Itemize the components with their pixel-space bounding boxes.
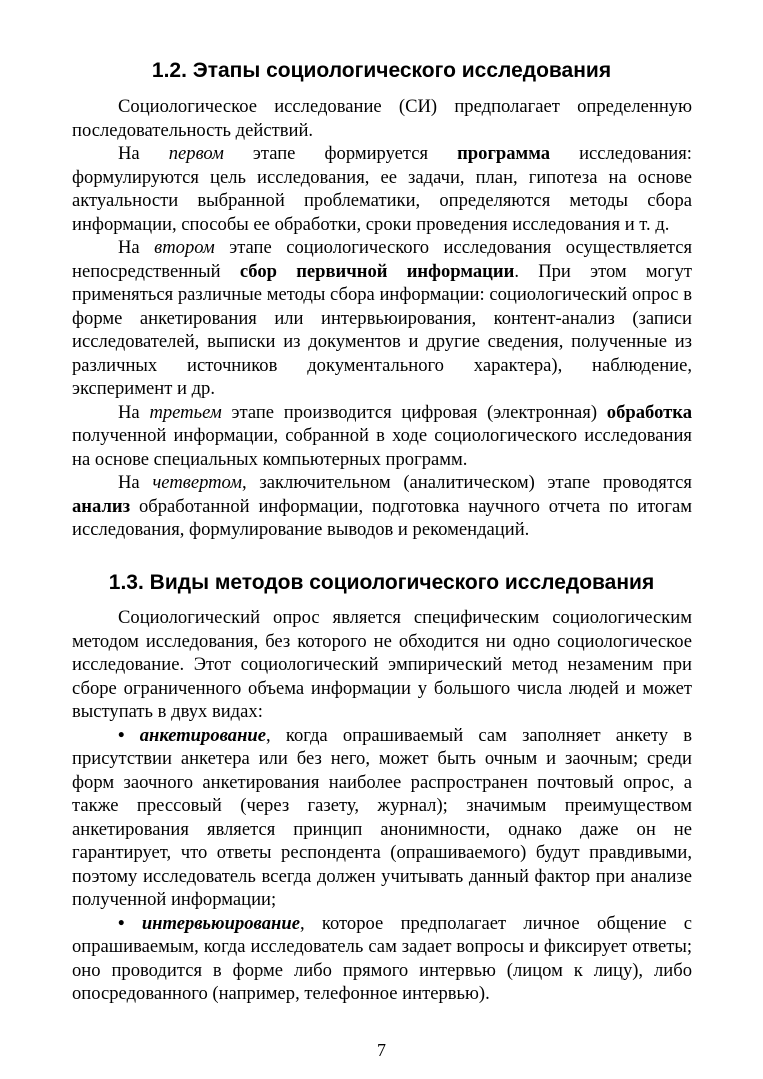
emphasis-ordinal: четвертом [152,472,243,493]
bullet-icon: • [118,912,125,934]
section-body-methods [72,606,692,1006]
bullet-icon: • [118,724,125,746]
paragraph-stage-4: На четвертом, заключительном (аналитическом) этапе проводятся анализ обработанной информации, подготовка научного отчета по итогам исследования, формулирование выводов и рекомендаций. [72,472,692,540]
key-term: сбор первичной информации [239,260,515,282]
page-number: 7 [377,1040,386,1060]
bullet-term: интервьюирование [141,912,300,934]
paragraph-stage-3: На третьем этапе производится цифровая (электронная) обработка полученной информации, собранной в ходе социологического исследования на основе специальных компьютерных программ. [72,401,692,470]
key-term: анализ [72,495,131,517]
bullet-item-questionnaire: • анкетирование, когда опрашиваемый сам заполняет анкету в присутствии анкетера или без него, может быть очным и заочным; среди форм заочного анкетирования наиболее распространен почтовый опрос, а также прессовый (через газету, журнал); значимым преимуществом анкетирования является принцип анонимности, однако даже он не гарантирует, что ответы респондента (опрашиваемого) будут правдивыми, поэтому исследователь всегда должен учитывать данный фактор при анализе полученной информации; [72,724,692,910]
paragraph-intro: Социологическое исследование (СИ) предполагает определенную последовательность действий. [72,96,692,141]
bullet-item-interview: • интервьюирование, которое предполагает личное общение с опрашиваемым, когда исследователь сам задает вопросы и фиксирует ответы; оно проводится в форме либо прямого интервью (лицом к лицу), либо опосредованного (например, телефонное интервью). [72,912,692,1004]
paragraph-stage-2: На втором этапе социологического исследования осуществляется непосредственный сбор первичной информации. При этом могут применяться различные методы сбора информации: социологический опрос в форме анкетирования или интервьюирования, контент-анализ (записи исследователей, выписки из документов и другие сведения, полученные из различных источников документального характера), наблюдение, эксперимент и др. [72,237,693,399]
paragraph-stage-1: На первом этапе формируется программа исследования: формулируются цель исследования, ее задачи, план, гипотеза на основе актуальности выбранной проблематики, определяются методы сбора информации, способы ее обработки, сроки проведения исследования и т. д. [72,143,692,235]
section-heading-methods: 1.3. Виды методов социологического исследования [108,571,655,594]
emphasis-ordinal: первом [168,143,224,164]
key-term: программа [457,143,551,164]
section-body-stages [72,95,692,542]
paragraph-survey-intro: Социологический опрос является специфическим социологическим методом исследования, без которого не обходится ни одно социологическое исследование. Этот социологический эмпирический метод незаменим при сборе ограниченного объема информации у большого числа людей и может выступать в двух видах: [72,607,692,722]
emphasis-ordinal: третьем [149,401,222,423]
emphasis-ordinal: втором [154,237,215,258]
bullet-term: анкетирование [139,724,267,746]
section-heading-stages: 1.2. Этапы социологического исследования [151,59,612,82]
key-term: обработка [606,401,692,423]
